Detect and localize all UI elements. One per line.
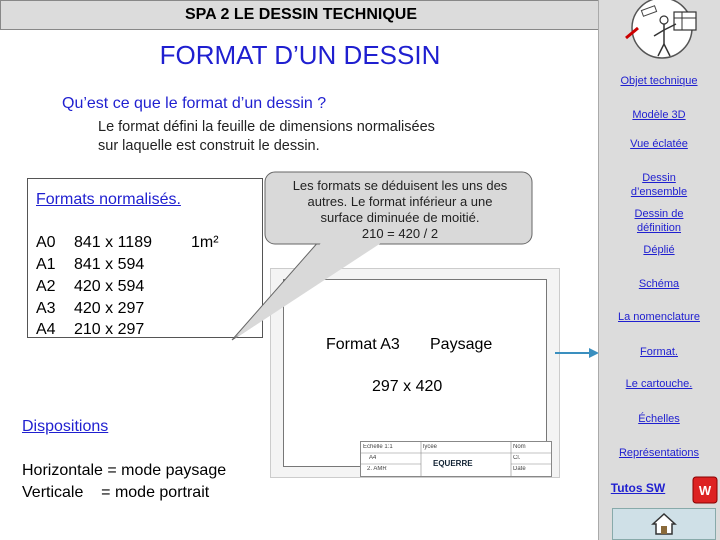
cartouche-date: Date [513, 466, 526, 472]
formats-title: Formats normalisés. [36, 191, 181, 208]
callout-line-2: autres. Le format inférieur a une [307, 194, 493, 209]
cartouche-school: lycée [423, 444, 438, 450]
question-text: Qu’est ce que le format d’un dessin ? [62, 95, 327, 112]
nav-deplie[interactable]: Déplié [643, 244, 675, 256]
nav-tutos-sw[interactable]: Tutos SW [610, 481, 666, 495]
cartouche-scale: Echelle 1:1 [363, 444, 393, 450]
format-name: A1 [36, 256, 56, 273]
format-dims: 420 x 297 [74, 300, 145, 317]
format-dims: 841 x 594 [74, 256, 145, 273]
dispositions-title: Dispositions [22, 418, 109, 435]
format-area: 1m² [191, 234, 219, 251]
format-name: A0 [36, 234, 56, 251]
format-name: A3 [36, 300, 56, 317]
definition-line-1: Le format défini la feuille de dimensions normalisées [98, 119, 435, 135]
cartouche-name: Nom [513, 444, 526, 450]
definition-line-2: sur laquelle est construit le dessin. [98, 138, 320, 154]
cartouche-number: 2. AMR [367, 466, 387, 472]
page-header: SPA 2 LE DESSIN TECHNIQUE [0, 0, 602, 30]
nav-label-line-2: définition [636, 222, 682, 234]
nav-objet-technique[interactable]: Objet technique [620, 75, 698, 87]
nav-vue-eclatee[interactable]: Vue éclatée [630, 138, 688, 150]
sheet-format-label: Format A3 [326, 336, 400, 353]
nav-modele-3d[interactable]: Modèle 3D [632, 109, 686, 121]
nav-nomenclature[interactable]: La nomenclature [618, 311, 700, 323]
format-dims: 210 x 297 [74, 321, 145, 338]
cartouche-class: Cl. [513, 455, 521, 461]
nav-cartouche[interactable]: Le cartouche. [625, 378, 693, 390]
page-title: FORMAT D’UN DESSIN [159, 40, 441, 70]
nav-schema[interactable]: Schéma [638, 278, 680, 290]
nav-echelles[interactable]: Échelles [638, 413, 680, 425]
nav-label-line-1: Dessin [642, 172, 676, 184]
nav-representations[interactable]: Représentations [618, 447, 700, 459]
format-dims: 841 x 1189 [74, 234, 152, 251]
nav-label-line-2: d’ensemble [630, 186, 688, 198]
cartouche-format: A4 [369, 455, 377, 461]
svg-text:W: W [698, 483, 712, 498]
disposition-vertical: Verticale = mode portrait [22, 484, 210, 501]
format-dims: 420 x 594 [74, 278, 145, 295]
nav-format[interactable]: Format. [640, 346, 678, 358]
format-name: A2 [36, 278, 56, 295]
callout-line-1: Les formats se déduisent les uns des [292, 178, 508, 193]
format-name: A4 [36, 321, 56, 338]
callout-text [270, 178, 530, 242]
callout-line-4: 210 = 420 / 2 [361, 226, 439, 241]
nav-label-line-1: Dessin de [634, 208, 684, 220]
callout-line-3: surface diminuée de moitié. [320, 210, 480, 225]
sheet-orientation-label: Paysage [430, 336, 493, 353]
cartouche-title: EQUERRE [433, 459, 473, 468]
disposition-horizontal: Horizontale = mode paysage [22, 462, 227, 479]
sheet-dimensions: 297 x 420 [372, 378, 443, 395]
